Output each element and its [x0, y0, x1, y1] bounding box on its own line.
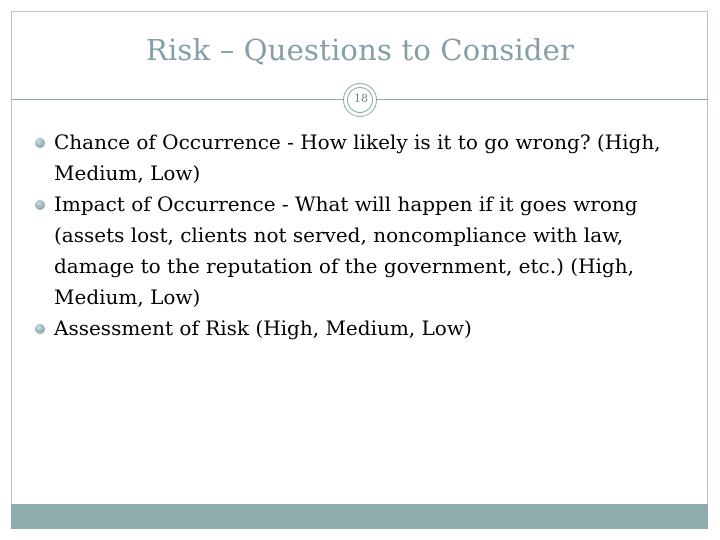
bullet-item-assessment — [34, 313, 694, 344]
page-number-badge — [343, 83, 377, 117]
page-number: 18 — [354, 92, 368, 105]
footer-bar — [11, 504, 708, 529]
bullet-text-assessment: Assessment of Risk (High, Medium, Low) — [54, 316, 472, 340]
bullet-text-impact: Impact of Occurrence - What will happen if it goes wrong (assets lost, clients not served, noncompliance with law, damage to the reputation of the government, etc.) (High, Medium, Low) — [54, 192, 638, 309]
bullet-item-impact — [34, 189, 694, 313]
bullet-list — [34, 127, 694, 344]
bullet-icon — [35, 200, 45, 210]
bullet-icon — [35, 138, 45, 148]
bullet-item-chance — [34, 127, 694, 189]
bullet-icon — [35, 324, 45, 334]
slide-title: Risk – Questions to Consider — [145, 33, 575, 67]
bullet-text-chance: Chance of Occurrence - How likely is it to go wrong? (High, Medium, Low) — [54, 130, 661, 185]
